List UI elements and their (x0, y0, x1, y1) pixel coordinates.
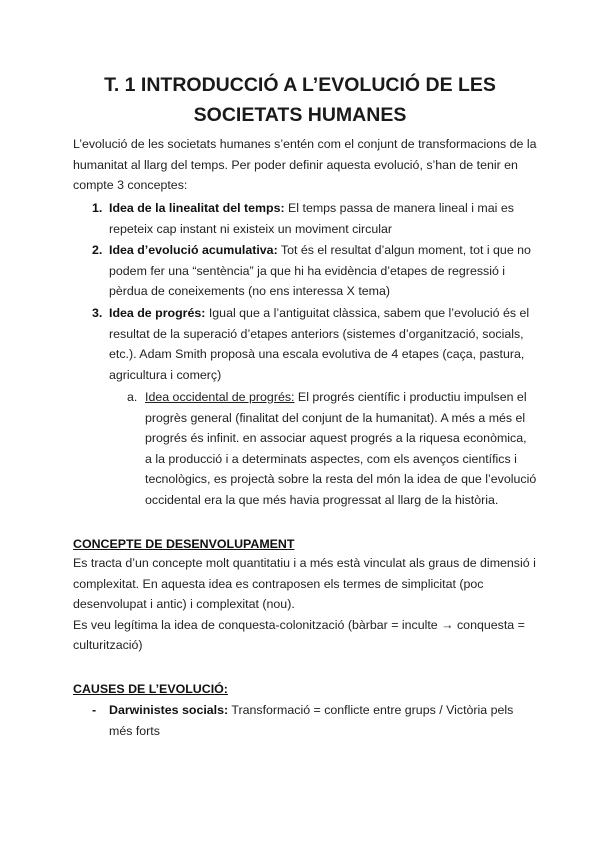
subitem-text: a la producció i a determinats aspectes, com els avenços científics i (145, 451, 517, 466)
item-text: Transformació = conflicte entre grups / Victòria pels (228, 703, 514, 717)
paragraph-line: complexitat. En aquesta idea es contraposen els termes de simplicitat (poc (73, 576, 484, 591)
item-text: Tot és el resultat d’algun moment, tot i que no (277, 243, 531, 257)
subitem-text: progrés és infinit. en associar aquest progrés a la riquesa econòmica, (145, 431, 527, 446)
sublist-item-western-progress (145, 387, 537, 511)
item-text: Igual que a l’antiguitat clàssica, sabem que l’evolució és el (205, 306, 530, 320)
section-heading-development: CONCEPTE DE DESENVOLUPAMENT (73, 537, 295, 551)
list-item-progress (109, 303, 529, 385)
list-number: 2. (92, 243, 103, 257)
paragraph-line: Es tracta d’un concepte molt quantitatiu i a més està vinculat als graus de dimensió i (73, 556, 536, 570)
list-number: 3. (92, 306, 103, 320)
list-item-cumulative (109, 240, 529, 302)
paragraph-line: culturització) (73, 638, 143, 653)
subitem-text: El progrés científic i productiu impulsen el (294, 390, 527, 404)
subitem-text: occidental era la que més havia progressat al llarg de la història. (145, 492, 499, 507)
sublist-letter: a. (127, 390, 138, 404)
item-text: resultat de la superació d’etapes anteriors (sistemes d’organització, socials, (109, 326, 524, 341)
bullet-dash: - (92, 703, 97, 717)
title-line-1: T. 1 INTRODUCCIÓ A L’EVOLUCIÓ DE LES (104, 74, 496, 96)
intro-line: L’evolució de les societats humanes s’entén com el conjunt de transformacions de la (73, 137, 537, 151)
subitem-heading: Idea occidental de progrés: (145, 390, 295, 404)
item-text: repeteix cap instant ni existeix un moviment circular (109, 221, 393, 236)
item-heading: Idea de la linealitat del temps: (109, 201, 285, 215)
paragraph-line: Es veu legítima la idea de conquesta-colonització (bàrbar = inculte → conquesta = (73, 617, 525, 632)
list-item-linearity (109, 198, 529, 239)
list-item-social-darwinists (109, 700, 529, 741)
list-number: 1. (92, 201, 103, 215)
item-text: El temps passa de manera lineal i mai es (284, 201, 514, 215)
item-text: etc.). Adam Smith proposà una escala evolutiva de 4 etapes (caça, pastura, (109, 347, 525, 362)
intro-line: humanitat al llarg del temps. Per poder definir aquesta evolució, s’han de tenir en (73, 157, 518, 172)
item-text: més forts (109, 723, 160, 738)
item-text: podem fer una “sentència” ja que hi ha evidència d’etapes de regressió i (109, 263, 506, 278)
section-heading-causes: CAUSES DE L’EVOLUCIÓ: (73, 682, 228, 696)
intro-paragraph (73, 134, 537, 196)
item-text: agricultura i comerç) (109, 367, 222, 382)
item-heading: Idea de progrés: (109, 306, 206, 320)
title-line-2: SOCIETATS HUMANES (193, 104, 407, 126)
subitem-text: progrès general (finalitat del conjunt de la humanitat). A més a més el (145, 410, 526, 425)
subitem-text: tecnològics, es projectà sobre la resta del món la idea de que l’evolució (145, 472, 537, 487)
item-text: pèrdua de coneixements (no ens interessa X tema) (109, 284, 391, 299)
development-paragraph (73, 553, 536, 656)
item-heading: Darwinistes socials: (109, 703, 229, 717)
paragraph-line: desenvolupat i antic) i complexitat (nou). (73, 597, 295, 612)
intro-line: compte 3 conceptes: (73, 178, 188, 193)
item-heading: Idea d’evolució acumulativa: (109, 243, 278, 257)
page-title (60, 70, 540, 130)
